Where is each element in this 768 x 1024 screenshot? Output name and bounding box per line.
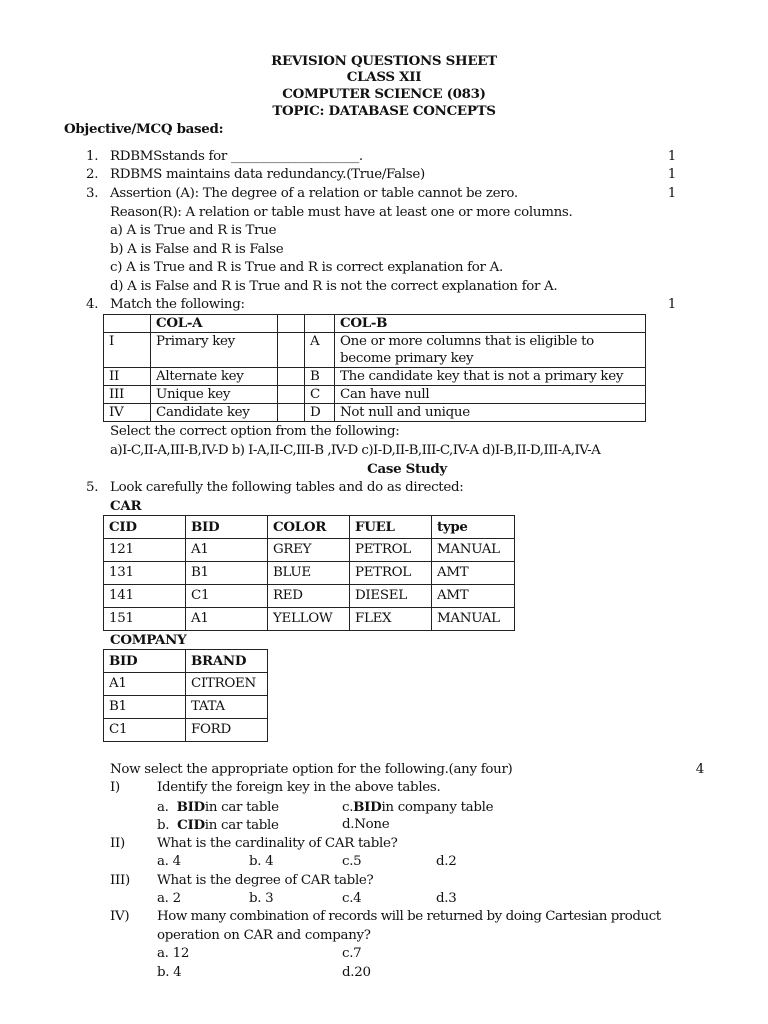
sub-q2-option-d: d.2 — [436, 854, 457, 869]
table-cell: C1 — [186, 585, 268, 608]
table-row — [104, 386, 646, 404]
option-keyword: BID — [176, 799, 205, 815]
table-row — [104, 696, 268, 719]
sub-q2-text: What is the cardinality of CAR table? — [157, 836, 398, 851]
q3-option-a: a) A is True and R is True — [110, 223, 277, 238]
table-cell: CITROEN — [186, 673, 268, 696]
table-cell: 141 — [104, 585, 186, 608]
table-cell: 131 — [104, 562, 186, 585]
table-cell: AMT — [432, 562, 515, 585]
table-cell: YELLOW — [268, 608, 350, 631]
sub-q2-option-a: a. 4 — [157, 854, 181, 869]
table-cell: A1 — [186, 539, 268, 562]
sub-q3-option-c: c.4 — [342, 891, 362, 906]
doc-title: REVISION QUESTIONS SHEET — [271, 53, 497, 69]
table-cell: GREY — [268, 539, 350, 562]
section-heading: Objective/MCQ based: — [64, 121, 224, 137]
table-row — [104, 562, 515, 585]
sub-q4-number: IV) — [110, 909, 130, 924]
sub-q1-text: Identify the foreign key in the above tables. — [157, 780, 441, 795]
table-cell: FORD — [186, 719, 268, 742]
company-table-label: COMPANY — [110, 632, 187, 648]
q3-assertion: Assertion (A): The degree of a relation or table cannot be zero. — [110, 186, 518, 201]
table-cell: C1 — [104, 719, 186, 742]
q4-text: Match the following: — [110, 297, 245, 312]
sub-q3-text: What is the degree of CAR table? — [157, 873, 374, 888]
table-cell: 121 — [104, 539, 186, 562]
car-table-label: CAR — [110, 498, 142, 514]
table-cell — [278, 404, 305, 422]
car-header-row — [104, 516, 515, 539]
q1-marks: 1 — [667, 149, 676, 164]
sub-q2-number: II) — [110, 836, 125, 851]
option-keyword: CID — [177, 817, 205, 833]
table-cell: D — [305, 404, 335, 422]
table-cell — [278, 333, 305, 368]
car-header-cell: BID — [186, 516, 268, 539]
q5-number: 5. — [86, 480, 99, 495]
table-row — [104, 719, 268, 742]
q3-option-d: d) A is False and R is True and R is not the correct explanation for A. — [110, 279, 558, 294]
sub-q3-option-a: a. 2 — [157, 891, 181, 906]
table-cell: III — [104, 386, 151, 404]
sub-q1-option-d: d.None — [342, 817, 390, 832]
match-header-cell — [305, 315, 335, 333]
match-header-cell: COL-B — [335, 315, 646, 333]
company-table — [103, 649, 268, 742]
table-cell: PETROL — [350, 539, 432, 562]
q3-marks: 1 — [667, 186, 676, 201]
table-cell: C — [305, 386, 335, 404]
table-cell — [278, 386, 305, 404]
table-cell: FLEX — [350, 608, 432, 631]
q3-option-b: b) A is False and R is False — [110, 242, 284, 257]
q2-text: RDBMS maintains data redundancy.(True/False) — [110, 167, 425, 182]
car-table — [103, 515, 515, 631]
q3-reason: Reason(R): A relation or table must have at least one or more columns. — [110, 205, 573, 220]
option-text: in car table — [204, 818, 279, 833]
table-cell: The candidate key that is not a primary key — [335, 368, 646, 386]
company-header-cell: BRAND — [186, 650, 268, 673]
company-header-cell: BID — [104, 650, 186, 673]
q5-instruction: Now select the appropriate option for the following.(any four) — [110, 762, 513, 777]
q2-marks: 1 — [667, 167, 676, 182]
table-row — [104, 585, 515, 608]
option-prefix: b. — [157, 818, 170, 833]
table-cell: Unique key — [151, 386, 278, 404]
q4-marks: 1 — [667, 297, 676, 312]
table-cell: Not null and unique — [335, 404, 646, 422]
car-header-cell: type — [432, 516, 515, 539]
company-header-row — [104, 650, 268, 673]
table-cell: Candidate key — [151, 404, 278, 422]
table-cell: Alternate key — [151, 368, 278, 386]
q1-text: RDBMSstands for ____________________. — [110, 149, 363, 164]
option-text: in company table — [381, 800, 494, 815]
sub-q1-option-c — [342, 799, 493, 815]
sub-q4-option-b: b. 4 — [157, 965, 182, 980]
table-cell: TATA — [186, 696, 268, 719]
table-cell: A1 — [104, 673, 186, 696]
table-cell: MANUAL — [432, 539, 515, 562]
sub-q4-text-cont: operation on CAR and company? — [157, 928, 371, 943]
sub-q4-text: How many combination of records will be returned by doing Cartesian product — [157, 909, 661, 924]
table-cell: I — [104, 333, 151, 368]
q3-option-c: c) A is True and R is True and R is correct explanation for A. — [110, 260, 503, 275]
match-header-row — [104, 315, 646, 333]
table-row — [104, 333, 646, 368]
subject-line: COMPUTER SCIENCE (083) — [282, 86, 486, 102]
table-cell: MANUAL — [432, 608, 515, 631]
q3-number: 3. — [86, 186, 99, 201]
table-row — [104, 539, 515, 562]
q2-number: 2. — [86, 167, 99, 182]
sub-q4-option-c: c.7 — [342, 946, 362, 961]
table-cell: II — [104, 368, 151, 386]
table-cell: PETROL — [350, 562, 432, 585]
topic-line: TOPIC: DATABASE CONCEPTS — [272, 103, 496, 119]
table-cell — [278, 368, 305, 386]
table-cell: A1 — [186, 608, 268, 631]
sub-q1-number: I) — [110, 780, 120, 795]
sub-q4-option-d: d.20 — [342, 965, 371, 980]
car-header-cell: FUEL — [350, 516, 432, 539]
option-keyword: BID — [353, 799, 382, 815]
table-cell: B1 — [186, 562, 268, 585]
table-cell: B1 — [104, 696, 186, 719]
table-cell: Primary key — [151, 333, 278, 368]
car-header-cell: COLOR — [268, 516, 350, 539]
table-cell: One or more columns that is eligible to become primary key — [335, 333, 646, 368]
table-cell: BLUE — [268, 562, 350, 585]
table-cell: Can have null — [335, 386, 646, 404]
table-cell: IV — [104, 404, 151, 422]
sub-q2-option-b: b. 4 — [249, 854, 274, 869]
match-header-cell — [278, 315, 305, 333]
option-text: in car table — [204, 800, 279, 815]
table-cell: B — [305, 368, 335, 386]
case-study-heading: Case Study — [367, 461, 447, 477]
q4-options: a)I-C,II-A,III-B,IV-D b) I-A,II-C,III-B ,IV-D c)I-D,II-B,III-C,IV-A d)I-B,II-D,III-A,IV-A — [110, 443, 601, 458]
match-header-cell — [104, 315, 151, 333]
table-cell: AMT — [432, 585, 515, 608]
sub-q4-option-a: a. 12 — [157, 946, 190, 961]
sub-q3-number: III) — [110, 873, 130, 888]
table-row — [104, 404, 646, 422]
sub-q1-option-a — [157, 799, 279, 815]
sub-q3-option-d: d.3 — [436, 891, 457, 906]
q4-number: 4. — [86, 297, 99, 312]
car-header-cell: CID — [104, 516, 186, 539]
class-line: CLASS XII — [346, 69, 422, 85]
option-prefix: a. — [157, 800, 169, 815]
match-header-cell: COL-A — [151, 315, 278, 333]
table-cell: 151 — [104, 608, 186, 631]
sub-q1-option-b — [157, 817, 279, 833]
match-table — [103, 314, 646, 422]
table-cell: A — [305, 333, 335, 368]
table-cell: RED — [268, 585, 350, 608]
table-cell: DIESEL — [350, 585, 432, 608]
sub-q2-option-c: c.5 — [342, 854, 362, 869]
q1-number: 1. — [86, 149, 99, 164]
option-prefix: c. — [342, 800, 354, 815]
table-row — [104, 673, 268, 696]
q4-instruction: Select the correct option from the following: — [110, 424, 400, 439]
table-row — [104, 608, 515, 631]
table-row — [104, 368, 646, 386]
q5-text: Look carefully the following tables and do as directed: — [110, 480, 464, 495]
sub-q3-option-b: b. 3 — [249, 891, 274, 906]
q5-marks: 4 — [695, 762, 704, 777]
